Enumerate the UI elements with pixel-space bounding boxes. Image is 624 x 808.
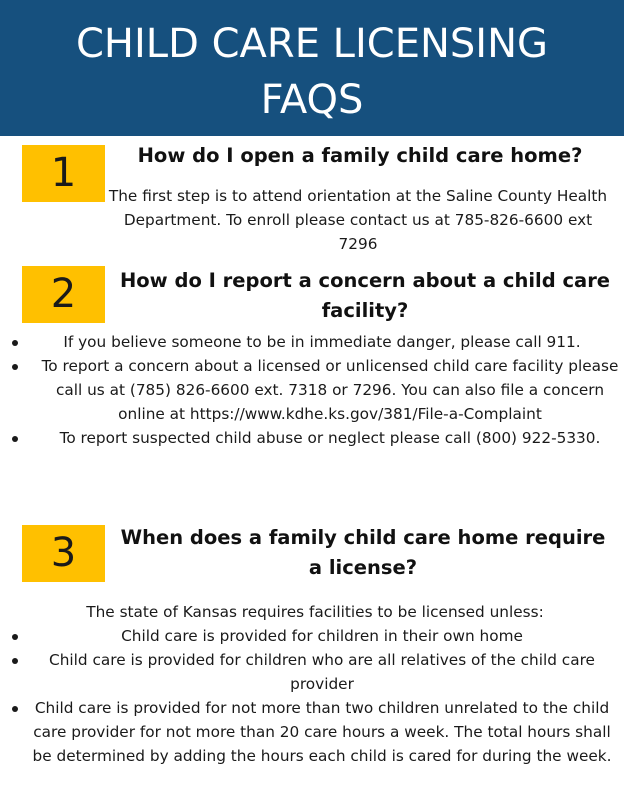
bullet-icon bbox=[12, 340, 18, 346]
list-item bbox=[12, 696, 620, 768]
bullet-icon bbox=[12, 706, 18, 712]
section-2-number-badge: 2 bbox=[22, 266, 105, 323]
list-item-text: Child care is provided for children in their own home bbox=[121, 627, 523, 645]
bullet-icon bbox=[12, 634, 18, 640]
section-1-question: How do I open a family child care home? bbox=[137, 144, 583, 167]
section-3-question: When does a family child care home require a license? bbox=[120, 526, 606, 579]
list-item-text: If you believe someone to be in immediate danger, please call 911. bbox=[63, 333, 581, 351]
section-3-intro: The state of Kansas requires facilities to be licensed unless: bbox=[86, 603, 544, 621]
bullet-icon bbox=[12, 436, 18, 442]
list-item bbox=[12, 330, 620, 354]
section-2-bullet-list bbox=[12, 330, 620, 450]
page-title-line-2: FAQS bbox=[260, 77, 364, 123]
page-title-line-1: CHILD CARE LICENSING bbox=[76, 21, 548, 67]
list-item-text: Child care is provided for not more than two children unrelated to the child care provider for not more than 20 care hours a week. The total hours shall be determined by adding the hours each child is cared for during the week. bbox=[32, 699, 612, 765]
section-1-answer: The first step is to attend orientation at the Saline County Health Department. To enroll please contact us at 785-826-6600 ext 7296 bbox=[108, 187, 608, 253]
list-item bbox=[12, 426, 620, 450]
section-2-question: How do I report a concern about a child care facility? bbox=[119, 269, 611, 322]
list-item-text: Child care is provided for children who are all relatives of the child care provider bbox=[49, 651, 595, 693]
list-item bbox=[12, 624, 620, 648]
bullet-icon bbox=[12, 364, 18, 370]
list-item-text: To report suspected child abuse or neglect please call (800) 922-5330. bbox=[59, 429, 601, 447]
section-1-number-badge: 1 bbox=[22, 145, 105, 202]
list-item bbox=[12, 648, 620, 696]
section-3-bullet-list bbox=[12, 624, 620, 768]
section-3-number-badge: 3 bbox=[22, 525, 105, 582]
header-banner bbox=[0, 0, 624, 136]
list-item-text: To report a concern about a licensed or unlicensed child care facility please call us at (785) 826-6600 ext. 7318 or 7296. You can also file a concern online at https://www.kdhe.ks.gov/381/File-a-Complaint bbox=[41, 357, 619, 423]
bullet-icon bbox=[12, 658, 18, 664]
list-item bbox=[12, 354, 620, 426]
